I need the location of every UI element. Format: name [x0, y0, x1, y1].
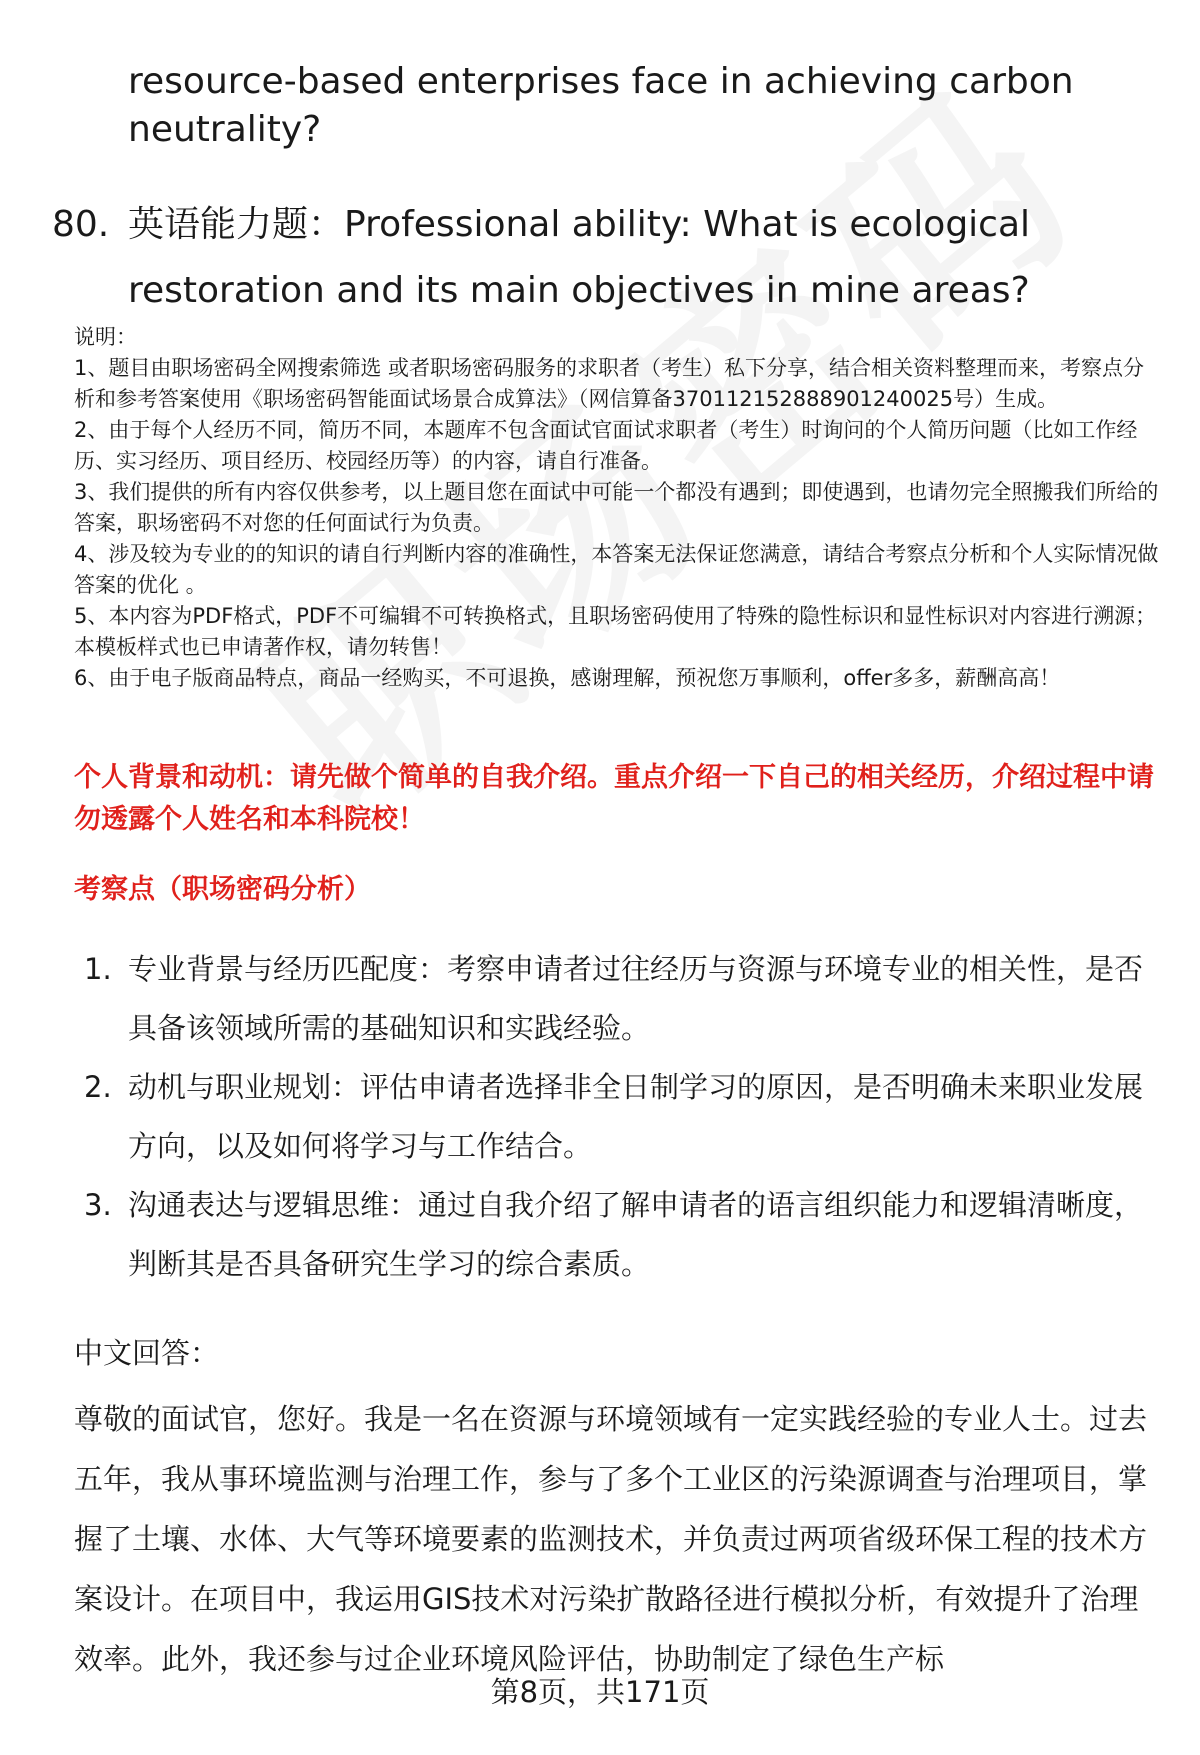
answer-text: 尊敬的面试官，您好。我是一名在资源与环境领域有一定实践经验的专业人士。过去五年，我从事环境监测与治理工作，参与了多个工业区的污染源调查与治理项目，掌握了土壤、水体、大气等环境要素的监测技术，并负责过两项省级环保工程的技术方案设计。在项目中，我运用GIS技术对污染扩散路径进行模拟分析，有效提升了治理效率。此外，我还参与过企业环境风险评估，协助制定了绿色生产标 — [74, 1402, 1148, 1676]
list-item-number: 3. — [84, 1188, 112, 1222]
note-item: 1、题目由职场密码全网搜索筛选 或者职场密码服务的求职者（考生）私下分享，结合相关资料整理而来，考察点分析和参考答案使用《职场密码智能面试场景合成算法》（网信算备370112152888901240025号）生成。 — [74, 356, 1145, 411]
analysis-heading: 考察点（职场密码分析） — [74, 874, 371, 905]
question-80 — [52, 192, 1112, 324]
note-item: 5、本内容为PDF格式，PDF不可编辑不可转换格式，且职场密码使用了特殊的隐性标识和显性标识对内容进行溯源；本模板样式也已申请著作权，请勿转售！ — [74, 604, 1157, 659]
note-item: 2、由于每个人经历不同，简历不同，本题库不包含面试官面试求职者（考生）时询问的个人简历问题（比如工作经历、实习经历、项目经历、校园经历等）的内容，请自行准备。 — [74, 418, 1138, 473]
list-item-text: 沟通表达与逻辑思维：通过自我介绍了解申请者的语言组织能力和逻辑清晰度，判断其是否具备研究生学习的综合素质。 — [128, 1188, 1144, 1281]
page-footer: 第8页，共171页 — [490, 1675, 710, 1709]
note-item: 6、由于电子版商品特点，商品一经购买，不可退换，感谢理解，预祝您万事顺利，offer多多，薪酬高高！ — [74, 666, 1061, 690]
notes-title: 说明： — [74, 325, 137, 349]
list-item-number: 2. — [84, 1070, 112, 1104]
question-text: 英语能力题：Professional ability: What is ecological restoration and its main objectives in mine areas? — [128, 204, 1031, 311]
list-item-text: 专业背景与经历匹配度：考察申请者过往经历与资源与环境专业的相关性，是否具备该领域所需的基础知识和实践经验。 — [128, 952, 1144, 1045]
question-continuation: resource-based enterprises face in achieving carbon neutrality? — [128, 61, 1074, 150]
list-item — [84, 1058, 1144, 1176]
answer-label: 中文回答： — [74, 1336, 220, 1370]
question-number: 80. — [52, 204, 110, 245]
note-item: 4、涉及较为专业的的知识的请自行判断内容的准确性，本答案无法保证您满意，请结合考察点分析和个人实际情况做答案的优化 。 — [74, 542, 1159, 597]
list-item-number: 1. — [84, 952, 112, 986]
analysis-points — [84, 940, 1144, 1294]
list-item-text: 动机与职业规划：评估申请者选择非全日制学习的原因，是否明确未来职业发展方向，以及如何将学习与工作结合。 — [128, 1070, 1144, 1163]
note-item: 3、我们提供的所有内容仅供参考，以上题目您在面试中可能一个都没有遇到；即使遇到，也请勿完全照搬我们所给的答案，职场密码不对您的任何面试行为负责。 — [74, 480, 1159, 535]
notes — [74, 322, 1159, 694]
section-heading: 个人背景和动机：请先做个简单的自我介绍。重点介绍一下自己的相关经历，介绍过程中请勿透露个人姓名和本科院校！ — [74, 762, 1154, 835]
list-item — [84, 940, 1144, 1058]
list-item — [84, 1176, 1144, 1294]
